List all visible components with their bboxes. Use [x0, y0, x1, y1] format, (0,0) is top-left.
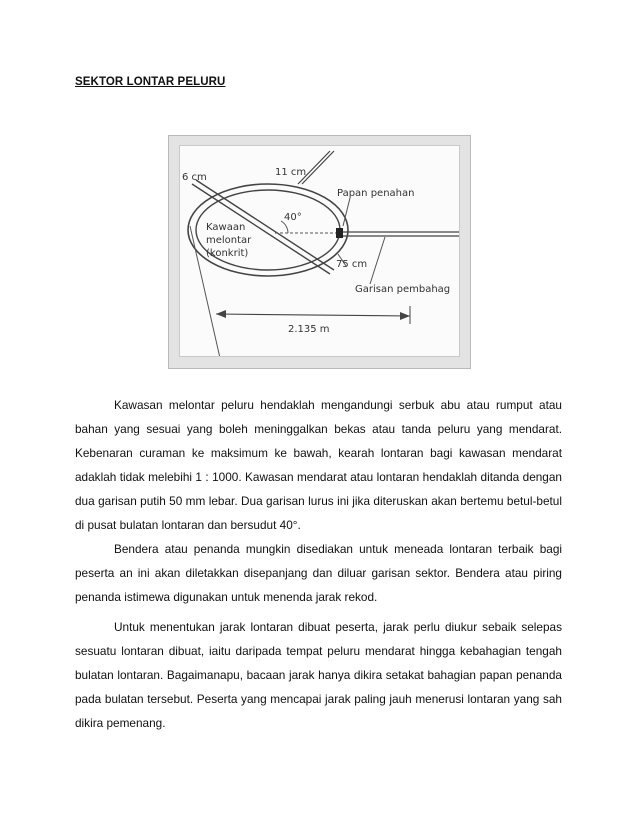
label-area-line1: Kawaan [206, 222, 246, 233]
label-left-measure: 6 cm [182, 172, 207, 183]
paragraph-markers: Bendera atau penanda mungkin disediakan untuk meneada lontaran terbaik bagi peserta an ini akan diletakkan disepanjang dan diluar garisan sektor. Bendera atau piring penanda istimewa digunakan untuk menenda jarak rekod. [75, 542, 562, 604]
label-area-line2: melontar [206, 235, 252, 246]
stop-board [336, 228, 343, 238]
diameter-arrow-left [216, 310, 226, 318]
diameter-dimension-line [216, 314, 410, 316]
diagram-canvas [179, 145, 460, 357]
label-ring-width: 75 cm [336, 259, 368, 270]
leader-line-top-2 [302, 151, 334, 184]
diagram-drawing [180, 146, 460, 357]
paragraph-measurement: Untuk menentukan jarak lontaran dibuat peserta, jarak perlu diukur sebaik selepas sesuatu lontaran dibuat, iaitu daripada tempat peluru mendarat hingga kebahagian tengah bulatan lontaran. Bagaimanapu, bacaan jarak hanya dikira setakat bahagian papan penanda pada bulatan tersebut. Peserta yang mencapai jarak paling jauh menerusi lontaran yang sah dikira pemenang. [75, 620, 562, 730]
leader-line-boundary [370, 237, 385, 284]
label-boundary-line: Garisan pembahag [355, 284, 451, 295]
diameter-arrow-right [400, 312, 410, 320]
page-title: SEKTOR LONTAR PELURU [75, 76, 226, 88]
label-stop-board: Papan penahan [337, 188, 415, 199]
label-diameter: 2.135 m [288, 324, 330, 335]
shot-put-circle-diagram [168, 135, 471, 369]
label-area-line3: (konkrit) [206, 248, 249, 259]
paragraph-landing-area: Kawasan melontar peluru hendaklah mengandungi serbuk abu atau rumput atau bahan yang sesuai yang boleh meninggalkan bekas atau tanda peluru yang mendarat. Kebenaran curaman ke maksimum ke bawah, kearah lontaran bagi kawasan mendarat adaklah tidak melebihi 1 : 1000. Kawasan mendarat atau lontaran hendaklah ditanda dengan dua garisan putih 50 mm lebar. Dua garisan lurus ini jika diteruskan akan bertemu betul-betul di pusat bulatan lontaran dan bersudut 40°. [75, 398, 562, 532]
label-angle: 40° [284, 212, 302, 223]
label-top-measure: 11 cm [275, 167, 307, 178]
